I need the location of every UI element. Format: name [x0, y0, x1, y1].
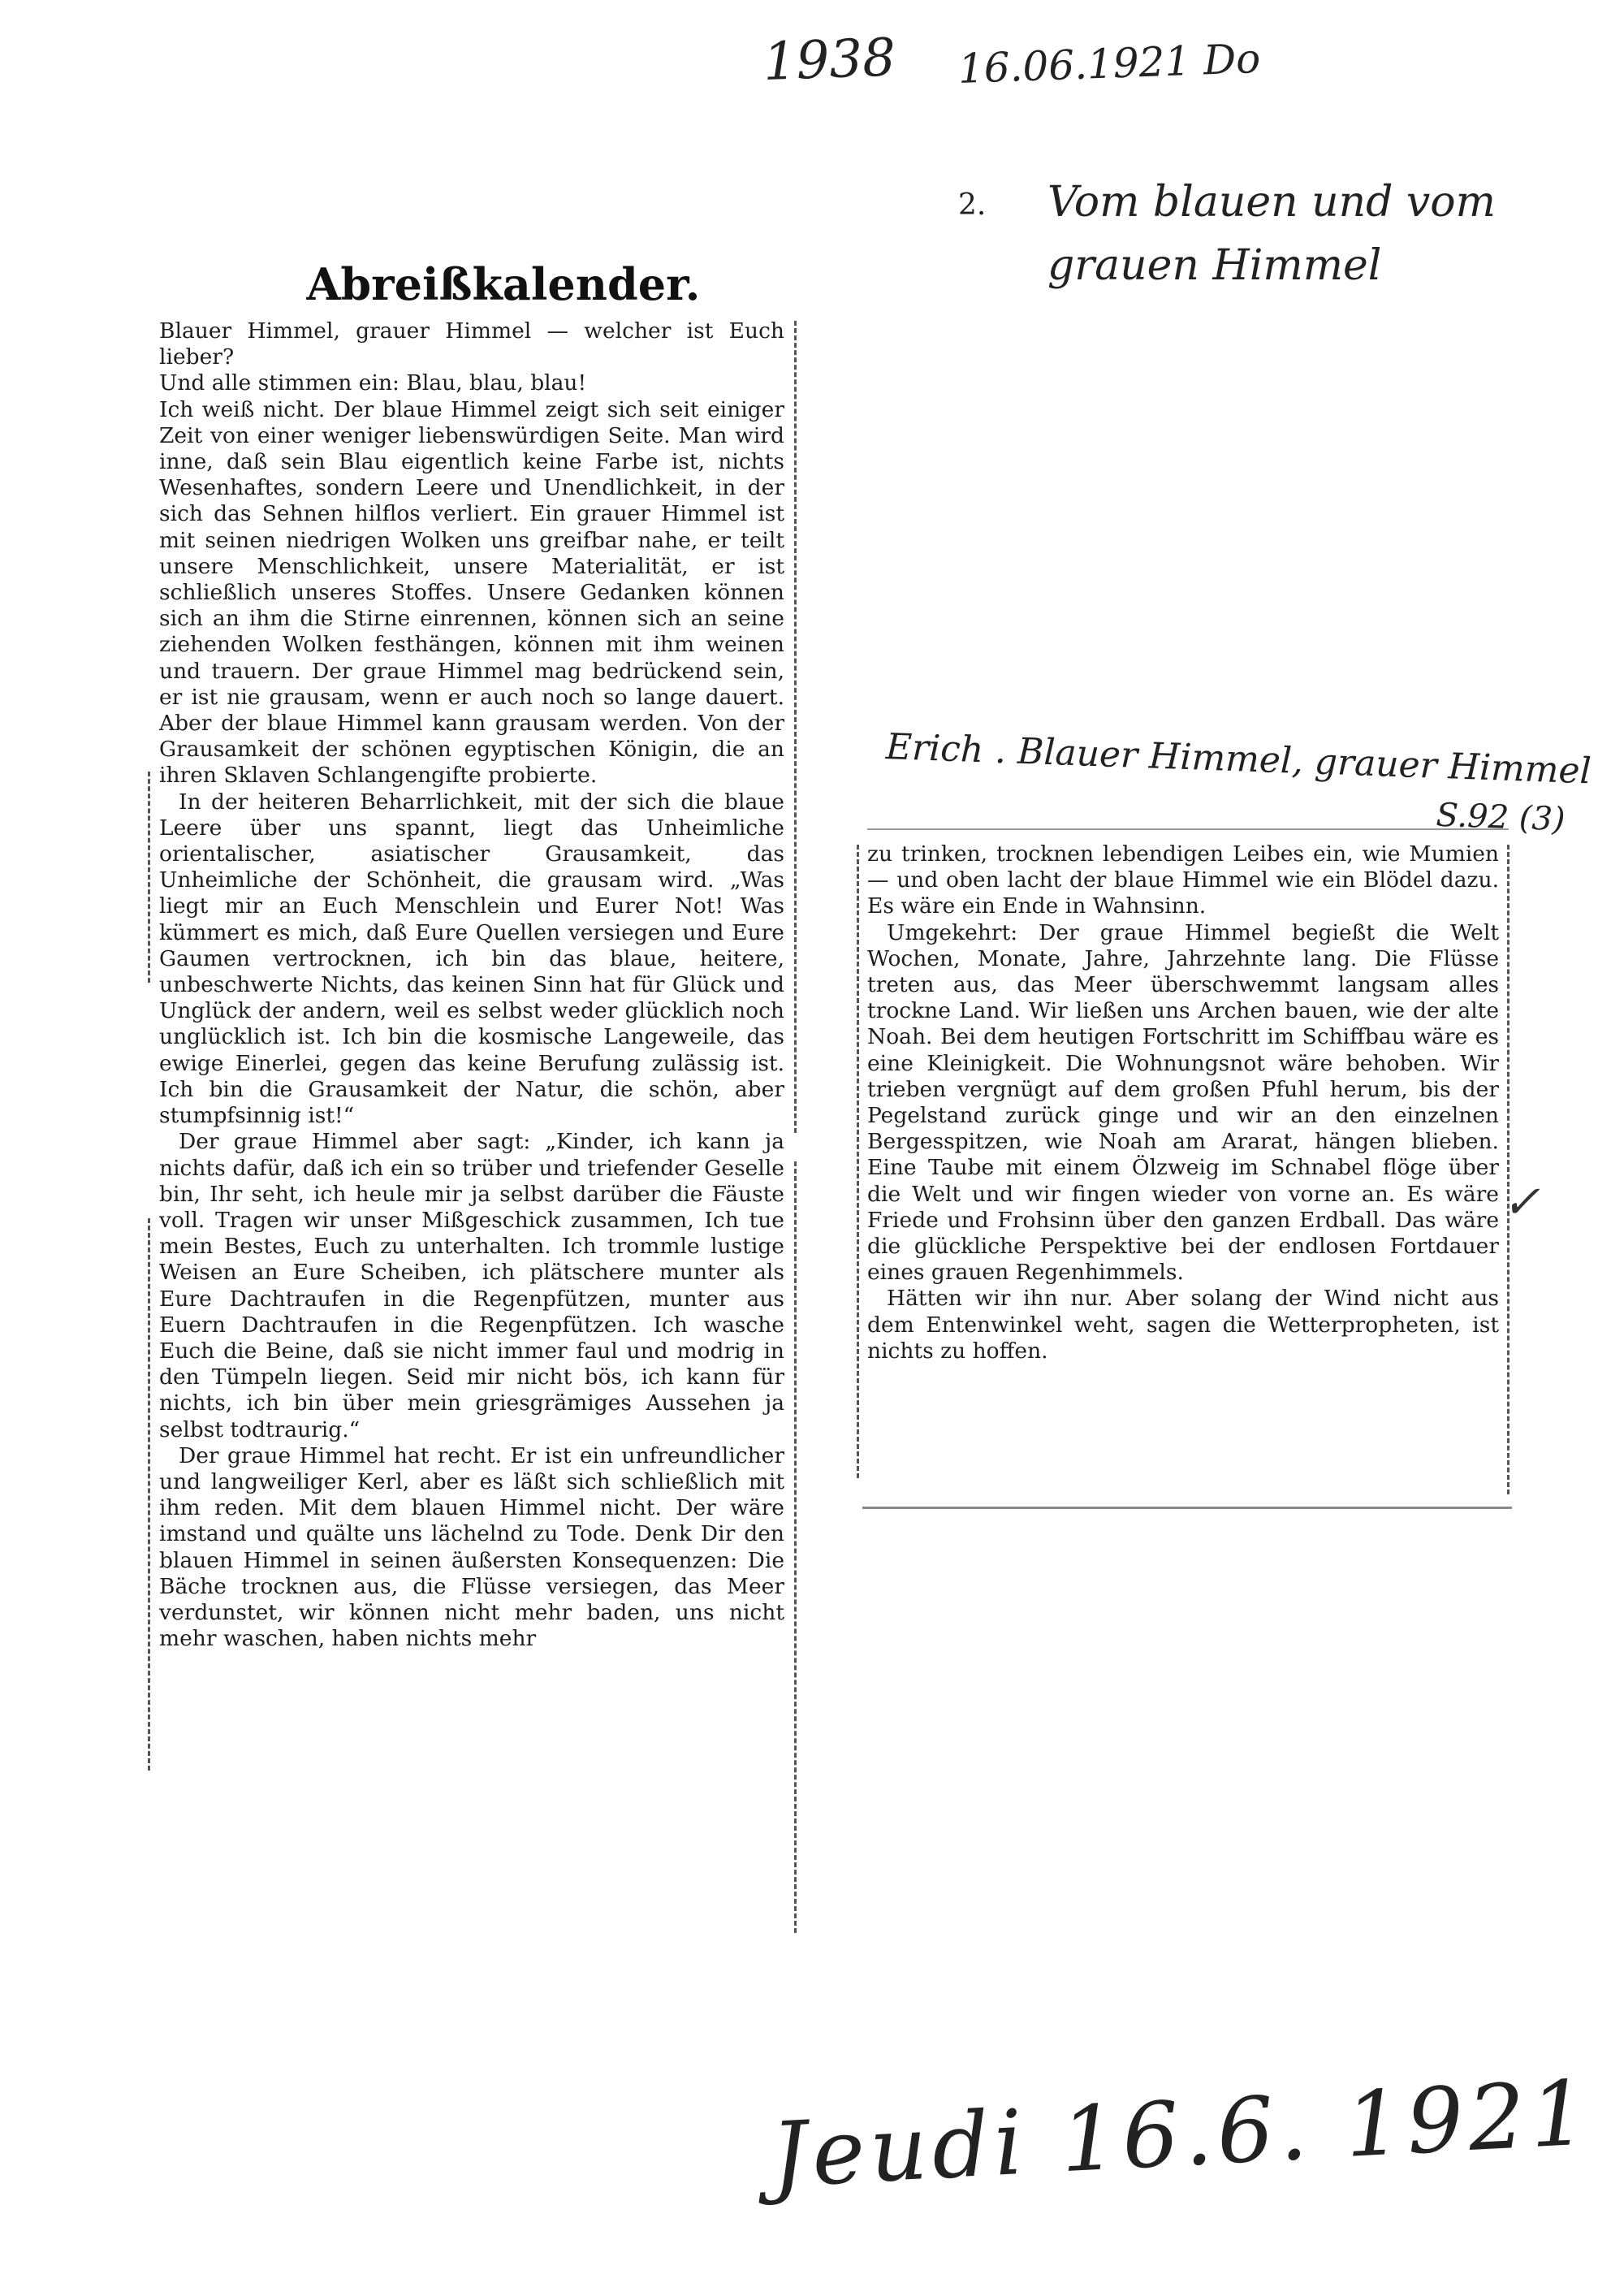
check-mark-icon: ✓ [1502, 1176, 1540, 1229]
handwritten-title-line1: Vom blauen und vom [1047, 178, 1496, 227]
handwritten-date-bottom: Jeudi 16.6. 1921 [768, 2060, 1595, 2207]
article-paragraph: Der graue Himmel hat recht. Er ist ein unfreundlicher und langweiliger Kerl, aber es läßt sich schließlich mit ihm reden. Mit dem blauen Himmel nicht. Der wäre imstand und quälte uns lächelnd zu Tode. Denk Dir den blauen Himmel in seinen äußersten Konsequenzen: Die Bäche trocknen aus, die Flüsse versiegen, das Meer verdunstet, wir können nicht mehr baden, uns nicht mehr waschen, haben nichts mehr [159, 1442, 784, 1652]
clipping-margin-line [857, 845, 859, 1478]
handwritten-source-line2: S.92 (3) [1435, 796, 1566, 839]
handwritten-title-mark: 2. [958, 188, 987, 222]
article-column-left [159, 318, 784, 1652]
clipping-margin-line [1507, 845, 1510, 1494]
handwritten-title [958, 171, 1496, 297]
handwritten-source-line1: Erich . Blauer Himmel, grauer Himmel [885, 726, 1592, 793]
clipping-margin-line [148, 772, 150, 983]
clipping-top-rule [867, 828, 1509, 830]
article-title: Abreißkalender. [306, 258, 701, 310]
clipping-margin-line [794, 321, 797, 1133]
article-paragraph: Ich weiß nicht. Der blaue Himmel zeigt sich seit einiger Zeit von einer weniger liebenswürdigen Seite. Man wird inne, daß sein Blau eigentlich keine Farbe ist, nichts Wesenhaftes, sondern Leere und Unendlichkeit, in der sich das Sehnen hilflos verliert. Ein grauer Himmel ist mit seinen niedrigen Wolken uns greifbar nahe, er teilt unsere Menschlichkeit, unsere Materialität, er ist schließlich unseres Stoffes. Unsere Gedanken können sich an ihm die Stirne einrennen, können sich an seine ziehenden Wolken festhängen, können mit ihm weinen und trauern. Der graue Himmel mag bedrückend sein, er ist nie grausam, wenn er auch noch so lange dauert. Aber der blaue Himmel kann grausam werden. Von der Grausamkeit der schönen egyptischen Königin, die an ihren Sklaven Schlangengifte probierte. [159, 396, 784, 789]
article-paragraph: Hätten wir ihn nur. Aber solang der Wind nicht aus dem Entenwinkel weht, sagen die Wetterpropheten, ist nichts zu hoffen. [867, 1286, 1499, 1364]
handwritten-year: 1938 [762, 28, 897, 93]
handwritten-source-note [883, 723, 1592, 845]
article-paragraph: In der heiteren Beharrlichkeit, mit der sich die blaue Leere über uns spannt, liegt das Unheimliche orientalischer, asiatischer Grausamkeit, das Unheimliche der Schönheit, die grausam wird. „Was liegt mir an Euch Menschlein und Eurer Not! Was kümmert es mich, daß Eure Quellen versiegen und Eure Gaumen vertrocknen, ich bin das blaue, heitere, unbeschwerte Nichts, das keinen Sinn hat für Glück und Unglück der andern, weil es selbst weder glücklich noch unglücklich ist. Ich bin die kosmische Langeweile, das ewige Einerlei, gegen das keine Berufung zulässig ist. Ich bin die Grausamkeit der Natur, die schön, aber stumpfsinnig ist!“ [159, 789, 784, 1129]
article-paragraph: Umgekehrt: Der graue Himmel begießt die Welt Wochen, Monate, Jahre, Jahrzehnte lang. Die Flüsse treten aus, das Meer überschwemmt langsam alles trockne Land. Wir ließen uns Archen bauen, wie der alte Noah. Bei dem heutigen Fortschritt im Schiffbau wäre es eine Kleinigkeit. Die Wohnungsnot wäre behoben. Wir trieben vergnügt auf dem großen Pfuhl herum, bis der Pegelstand zurück ginge und wir an den einzelnen Bergesspitzen, wie Noah am Ararat, hängen blieben. Eine Taube mit einem Ölzweig im Schnabel flöge über die Welt und wir fingen wieder von vorne an. Es wäre Friede und Frohsinn über den ganzen Erdball. Das wäre die glückliche Perspektive bei der endlosen Fortdauer eines grauen Regenhimmels. [867, 919, 1499, 1286]
article-column-right [867, 841, 1499, 1364]
handwritten-date-top: 16.06.1921 Do [957, 35, 1262, 93]
handwritten-title-line2: grauen Himmel [1047, 241, 1382, 290]
article-paragraph: Blauer Himmel, grauer Himmel — welcher ist Euch lieber? [159, 318, 784, 370]
article-paragraph: Und alle stimmen ein: Blau, blau, blau! [159, 370, 587, 396]
article-paragraph: zu trinken, trocknen lebendigen Leibes ein, wie Mumien — und oben lacht der blaue Himmel wie ein Blödel dazu. Es wäre ein Ende in Wahnsinn. [867, 841, 1499, 919]
article-paragraph: Der graue Himmel aber sagt: „Kinder, ich kann ja nichts dafür, daß ich ein so trüber und triefender Geselle bin, Ihr seht, ich heule mir ja selbst darüber die Fäuste voll. Tragen wir unser Mißgeschick zusammen, Ich tue mein Bestes, Euch zu unterhalten. Ich trommle lustige Weisen an Eure Scheiben, ich plätschere munter als Eure Dachtraufen in die Regenpfützen, munter aus Euern Dachtraufen in die Regenpfützen. Ich wasche Euch die Beine, daß sie nicht immer faul und modrig in den Tümpeln liegen. Seid mir nicht bös, ich kann für nichts, ich bin über mein griesgrämiges Aussehen ja selbst todtraurig.“ [159, 1129, 784, 1442]
clipping-bottom-rule [862, 1507, 1512, 1509]
clipping-margin-line [794, 1161, 797, 1933]
clipping-margin-line [148, 1218, 150, 1771]
